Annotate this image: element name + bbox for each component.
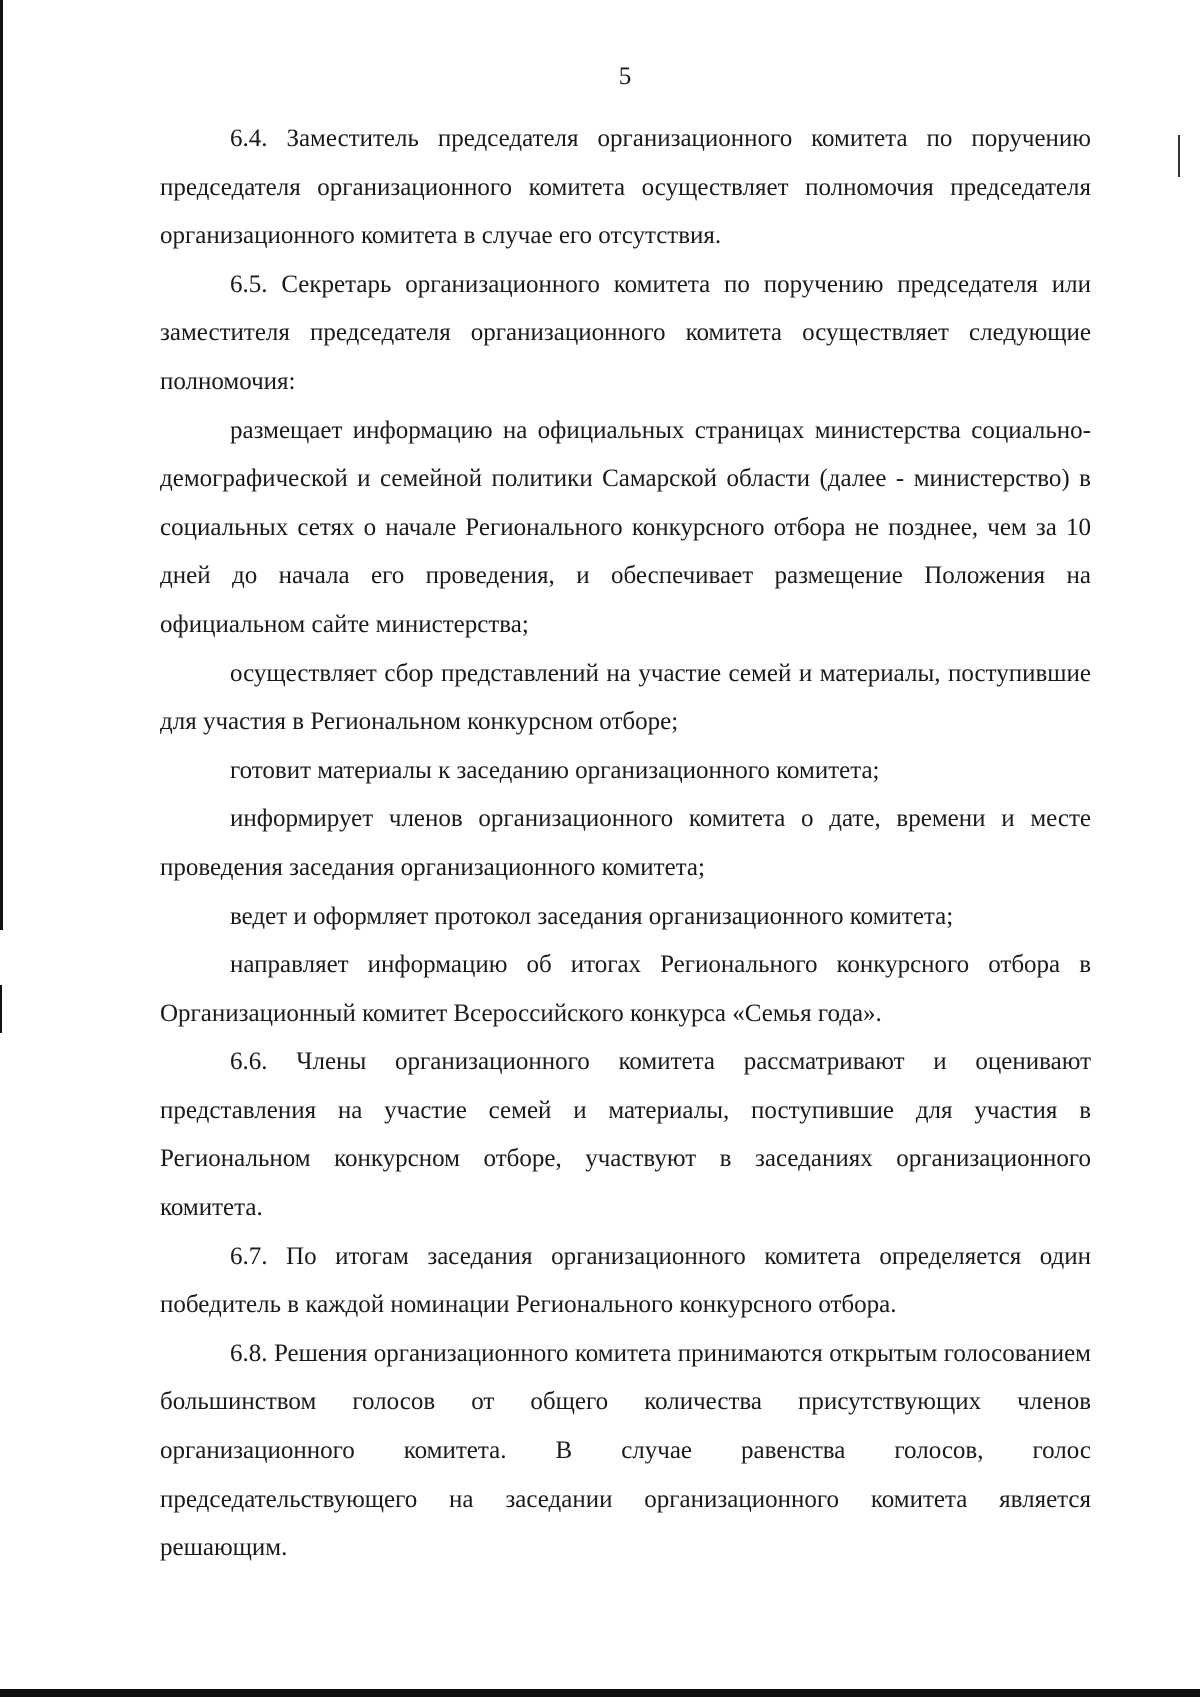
paragraph-duty-keep-minutes: ведет и оформляет протокол заседания организационного комитета;	[230, 902, 954, 930]
scan-left-border	[0, 0, 3, 930]
paragraph-6-8: 6.8. Решения организационного комитета принимаются открытым голосованием большинством голосов от общего количества присутствующих членов организационного комитета. В случае равенства голосов, голос председательствующего на заседании организационного комитета является решающим.	[160, 1339, 1091, 1562]
scan-left-mark	[0, 985, 2, 1033]
paragraph-6-7: 6.7. По итогам заседания организационного комитета определяется один победитель в каждой номинации Регионального конкурсного отбора.	[160, 1242, 1091, 1319]
paragraph-duty-inform-members: информирует членов организационного комитета о дате, времени и месте проведения заседания организационного комитета;	[160, 805, 1091, 881]
document-body	[160, 115, 1091, 1573]
page-number: 5	[618, 63, 632, 90]
paragraph-6-6: 6.6. Члены организационного комитета рассматривают и оценивают представления на участие семей и материалы, поступившие для участия в Региональном конкурсном отборе, участвуют в заседаниях организационного комитета.	[160, 1048, 1091, 1222]
paragraph-duty-publish-info: размещает информацию на официальных страницах министерства социально-демографической и семейной политики Самарской области (далее - министерство) в социальных сетях о начале Регионального конкурсного отбора не позднее, чем за 10 дней до начала его проведения, и обеспечивает размещение Положения на официальном сайте министерства;	[160, 416, 1091, 638]
paragraph-duty-prepare-materials: готовит материалы к заседанию организационного комитета;	[230, 756, 880, 784]
paragraph-6-5: 6.5. Секретарь организационного комитета по поручению председателя или заместителя председателя организационного комитета осуществляет следующие полномочия:	[160, 270, 1091, 395]
scan-right-mark	[1178, 135, 1180, 177]
paragraph-6-4: 6.4. Заместитель председателя организационного комитета по поручению председателя организационного комитета осуществляет полномочия председателя организационного комитета в случае его отсутствия.	[160, 125, 1091, 250]
scan-bottom-border	[0, 1689, 1200, 1697]
paragraph-duty-collect-submissions: осуществляет сбор представлений на участие семей и материалы, поступившие для участия в Региональном конкурсном отборе;	[160, 659, 1091, 736]
paragraph-duty-send-results: направляет информацию об итогах Регионального конкурсного отбора в Организационный комитет Всероссийского конкурса «Семья года».	[160, 951, 1091, 1027]
